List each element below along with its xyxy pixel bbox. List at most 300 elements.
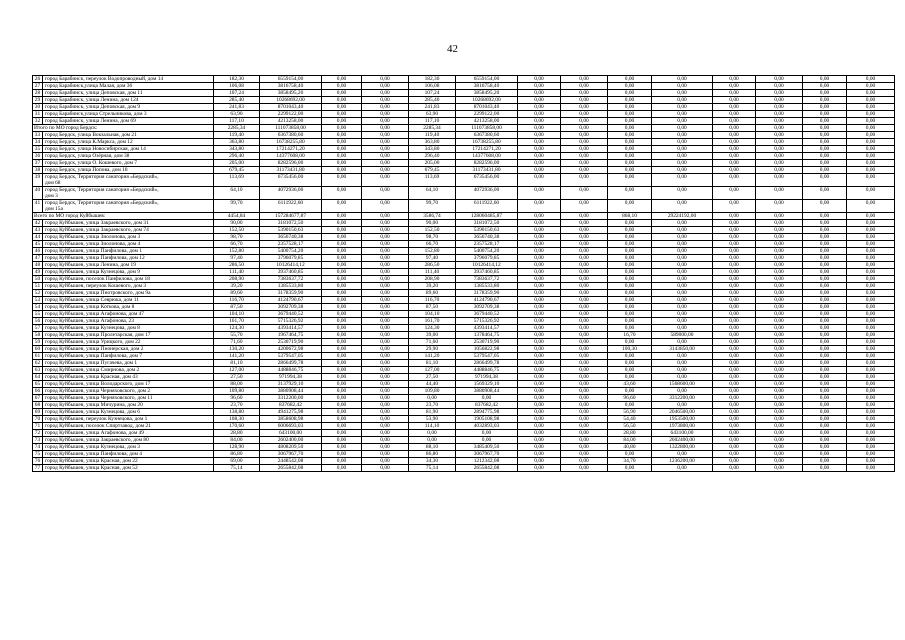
row-number-cell: 48 (33, 262, 43, 269)
value-cell: 4213258,00 (456, 118, 518, 125)
value-cell: 0,00 (847, 139, 895, 146)
row-number-cell: 45 (33, 241, 43, 248)
value-cell: 0,00 (803, 153, 847, 160)
value-cell: 71,60 (409, 339, 456, 346)
value-cell: 81,90 (409, 409, 456, 416)
value-cell: 0,00 (362, 174, 409, 187)
value-cell: 0,00 (322, 360, 362, 367)
value-cell: 0,00 (652, 297, 713, 304)
value-cell: 0,00 (608, 241, 652, 248)
value-cell: 0,00 (756, 395, 803, 402)
row-number-cell: 56 (33, 318, 43, 325)
value-cell: 63,90 (409, 111, 456, 118)
value-cell: 0,00 (362, 416, 409, 423)
value-cell: 0,00 (561, 111, 608, 118)
value-cell: 0,00 (803, 174, 847, 187)
value-cell: 3067967,70 (260, 451, 322, 458)
address-cell: город Куйбышев, улица Красная, дом 52 (43, 465, 214, 472)
value-cell: 0,00 (608, 304, 652, 311)
value-cell: 0,00 (803, 409, 847, 416)
value-cell: 0,00 (652, 367, 713, 374)
row-number-cell: 60 (33, 346, 43, 353)
value-cell: 286,50 (214, 262, 260, 269)
value-cell: 0,00 (561, 125, 608, 132)
value-cell: 0,00 (713, 213, 756, 220)
value-cell: 0,00 (803, 132, 847, 139)
value-cell: 54,40 (608, 416, 652, 423)
value-cell: 0,00 (561, 187, 608, 200)
value-cell: 0,00 (847, 430, 895, 437)
row-number-cell: 37 (33, 160, 43, 167)
value-cell: 0,00 (756, 213, 803, 220)
value-cell: 0,00 (652, 83, 713, 90)
value-cell: 679,45 (214, 167, 260, 174)
value-cell: 0,00 (561, 255, 608, 262)
value-cell: 0,00 (756, 360, 803, 367)
value-cell: 0,00 (362, 360, 409, 367)
value-cell: 0,00 (561, 234, 608, 241)
address-cell: город Куйбышев, улица Закраевского, дом 74 (43, 227, 214, 234)
table-row (33, 97, 895, 104)
value-cell: 868,10 (608, 213, 652, 220)
value-cell: 0,00 (652, 139, 713, 146)
row-number-cell: 57 (33, 325, 43, 332)
value-cell: 0,00 (803, 220, 847, 227)
value-cell: 0,00 (756, 255, 803, 262)
value-cell: 0,00 (518, 111, 561, 118)
value-cell: 56,90 (608, 409, 652, 416)
value-cell: 4032893,03 (456, 423, 518, 430)
value-cell: 0,00 (322, 318, 362, 325)
value-cell: 0,00 (518, 269, 561, 276)
table-row (33, 332, 895, 339)
value-cell: 0,00 (756, 381, 803, 388)
value-cell: 0,00 (608, 104, 652, 111)
value-cell: 4808209,50 (260, 444, 322, 451)
value-cell: 56,50 (608, 423, 652, 430)
address-line-2: дом 15а (45, 206, 63, 212)
value-cell: 0,00 (561, 451, 608, 458)
value-cell: 0,00 (322, 167, 362, 174)
value-cell: 0,00 (608, 132, 652, 139)
value-cell: 0,00 (652, 318, 713, 325)
value-cell: 0,00 (561, 423, 608, 430)
value-cell: 0,00 (803, 76, 847, 83)
table-row (33, 187, 895, 200)
row-number-cell: 63 (33, 367, 43, 374)
value-cell: 0,00 (803, 262, 847, 269)
value-cell: 0,00 (608, 297, 652, 304)
address-cell: город Куйбышев, улица Мичурина, дом 20 (43, 402, 214, 409)
value-cell: 0,00 (803, 118, 847, 125)
table-row (33, 318, 895, 325)
value-cell: 0,00 (518, 90, 561, 97)
value-cell: 837682,42 (456, 402, 518, 409)
value-cell: 3178359,90 (260, 290, 322, 297)
value-cell: 0,00 (362, 125, 409, 132)
total-row (33, 125, 895, 132)
table-row (33, 290, 895, 297)
value-cell: 0,00 (652, 248, 713, 255)
value-cell: 3858608,98 (260, 416, 322, 423)
address-cell: город Барабинск, переулок Водопроводный, дом 14 (43, 76, 214, 83)
value-cell: 0,00 (362, 213, 409, 220)
value-cell: 104,10 (409, 311, 456, 318)
address-cell: город Куйбышев, улица Пнотровского, дом 9а (43, 290, 214, 297)
value-cell: 6006693,03 (260, 423, 322, 430)
value-cell: 99,70 (409, 200, 456, 213)
value-cell: 5715326,92 (456, 318, 518, 325)
value-cell: 0,00 (561, 227, 608, 234)
value-cell: 182,30 (214, 76, 260, 83)
value-cell: 34,70 (608, 458, 652, 465)
value-cell: 0,00 (518, 332, 561, 339)
address-cell: город Куйбышев, улица Агафонова, дом 49 (43, 430, 214, 437)
value-cell: 0,00 (561, 241, 608, 248)
value-cell: 0,00 (803, 146, 847, 153)
value-cell: 90,00 (409, 220, 456, 227)
value-cell: 0,00 (713, 234, 756, 241)
value-cell: 6559154,00 (456, 76, 518, 83)
value-cell: 4393414,57 (260, 325, 322, 332)
value-cell: 0,00 (322, 160, 362, 167)
value-cell: 0,00 (561, 146, 608, 153)
value-cell: 0,00 (803, 97, 847, 104)
value-cell: 0,00 (756, 325, 803, 332)
value-cell: 161,70 (214, 318, 260, 325)
row-number-cell: 64 (33, 374, 43, 381)
value-cell: 0,00 (803, 332, 847, 339)
value-cell: 0,00 (608, 325, 652, 332)
value-cell: 0,00 (756, 118, 803, 125)
value-cell: 0,00 (756, 304, 803, 311)
value-cell: 0,00 (756, 451, 803, 458)
value-cell: 119,40 (409, 132, 456, 139)
value-cell: 0,00 (803, 139, 847, 146)
value-cell: 124,30 (409, 325, 456, 332)
value-cell: 0,00 (518, 374, 561, 381)
value-cell: 2285,34 (214, 125, 260, 132)
table-row (33, 465, 895, 472)
value-cell: 285,40 (214, 97, 260, 104)
value-cell: 89,60 (214, 290, 260, 297)
row-number-cell: 36 (33, 153, 43, 160)
value-cell: 0,00 (756, 458, 803, 465)
value-cell: 0,00 (322, 174, 362, 187)
value-cell: 0,00 (322, 90, 362, 97)
value-cell: 0,00 (518, 187, 561, 200)
value-cell: 53,90 (409, 416, 456, 423)
value-cell: 0,00 (847, 423, 895, 430)
value-cell: 0,00 (756, 132, 803, 139)
value-cell: 0,00 (713, 76, 756, 83)
value-cell: 0,00 (322, 409, 362, 416)
value-cell: 0,00 (608, 283, 652, 290)
value-cell: 1905108,98 (456, 416, 518, 423)
value-cell: 0,00 (803, 187, 847, 200)
value-cell: 14377608,00 (260, 153, 322, 160)
value-cell: 0,00 (713, 388, 756, 395)
value-cell: 0,00 (847, 311, 895, 318)
value-cell: 0,00 (847, 346, 895, 353)
value-cell: 0,00 (362, 325, 409, 332)
value-cell: 0,00 (608, 234, 652, 241)
value-cell: 0,00 (362, 437, 409, 444)
value-cell: 0,00 (713, 174, 756, 187)
value-cell: 113,69 (214, 174, 260, 187)
value-cell: 0,00 (322, 465, 362, 472)
value-cell: 0,00 (518, 318, 561, 325)
value-cell: 0,00 (561, 437, 608, 444)
value-cell: 3656740,38 (260, 234, 322, 241)
value-cell: 0,00 (561, 381, 608, 388)
value-cell: 23,70 (409, 402, 456, 409)
value-cell: 0,00 (652, 465, 713, 472)
address-cell: город Куйбышев, улица Черняховского, дом 2 (43, 388, 214, 395)
value-cell: 0,00 (561, 325, 608, 332)
address-cell: город Куйбышев, улица Закраевского, дом 80 (43, 437, 214, 444)
table-row (33, 374, 895, 381)
value-cell: 0,00 (713, 125, 756, 132)
value-cell: 0,00 (561, 262, 608, 269)
value-cell: 0,00 (652, 160, 713, 167)
value-cell: 96,60 (214, 395, 260, 402)
value-cell: 0,00 (518, 458, 561, 465)
value-cell: 0,00 (409, 395, 456, 402)
value-cell: 0,00 (756, 339, 803, 346)
value-cell: 0,00 (362, 132, 409, 139)
value-cell: 0,00 (608, 139, 652, 146)
value-cell: 116,70 (214, 297, 260, 304)
address-cell: город Куйбышев, улица Панфилова, дом 4 (43, 451, 214, 458)
address-cell: город Барабинск,улица Малая, дом 36 (43, 83, 214, 90)
address-cell: город Куйбышев, улица Кузнецова, дом 8 (43, 325, 214, 332)
value-cell: 0,00 (518, 118, 561, 125)
table-row (33, 104, 895, 111)
value-cell: 0,00 (561, 332, 608, 339)
value-cell: 0,00 (756, 139, 803, 146)
value-cell: 0,00 (847, 458, 895, 465)
value-cell: 0,00 (847, 381, 895, 388)
address-cell: город Барабинск, улица Ленина, дом 124 (43, 97, 214, 104)
value-cell: 0,00 (803, 125, 847, 132)
value-cell: 0,00 (803, 290, 847, 297)
value-cell: 0,00 (652, 451, 713, 458)
value-cell: 0,00 (561, 409, 608, 416)
value-cell: 0,00 (803, 304, 847, 311)
value-cell: 0,00 (756, 234, 803, 241)
value-cell: 0,00 (713, 402, 756, 409)
address-cell: город Куйбышев, улица Севрюка, дом 11 (43, 297, 214, 304)
value-cell: 0,00 (713, 146, 756, 153)
value-cell: 0,00 (518, 160, 561, 167)
address-cell: город Куйбышев, улица Красная, дом 43 (43, 374, 214, 381)
value-cell: 0,00 (847, 451, 895, 458)
value-cell: 106,08 (409, 83, 456, 90)
value-cell: 39,00 (409, 332, 456, 339)
value-cell: 0,00 (518, 297, 561, 304)
value-cell: 2866499,78 (260, 360, 322, 367)
value-cell: 0,00 (518, 153, 561, 160)
table-row (33, 241, 895, 248)
row-number-cell: 49 (33, 269, 43, 276)
value-cell: 3656740,38 (456, 234, 518, 241)
value-cell: 0,00 (322, 234, 362, 241)
row-number-cell: 69 (33, 409, 43, 416)
value-cell: 4941275,98 (260, 409, 322, 416)
value-cell: 0,00 (561, 220, 608, 227)
value-cell: 0,00 (322, 146, 362, 153)
value-cell: 3312200,00 (652, 395, 713, 402)
value-cell: 0,00 (756, 187, 803, 200)
value-cell: 0,00 (652, 118, 713, 125)
value-cell: 0,00 (713, 318, 756, 325)
value-cell: 0,00 (652, 153, 713, 160)
value-cell: 0,00 (322, 416, 362, 423)
value-cell: 111073858,00 (456, 125, 518, 132)
value-cell: 0,00 (608, 200, 652, 213)
value-cell: 0,00 (803, 395, 847, 402)
value-cell: 0,00 (322, 83, 362, 90)
table-row (33, 437, 895, 444)
value-cell: 98,70 (214, 234, 260, 241)
row-number-cell: 51 (33, 283, 43, 290)
value-cell: 0,00 (652, 388, 713, 395)
value-cell: 208,90 (409, 276, 456, 283)
value-cell: 0,00 (518, 465, 561, 472)
value-cell: 0,00 (652, 187, 713, 200)
value-cell: 2530719,90 (260, 339, 322, 346)
value-cell: 0,00 (322, 423, 362, 430)
value-cell: 0,00 (322, 104, 362, 111)
value-cell: 0,00 (518, 290, 561, 297)
value-cell: 0,00 (322, 111, 362, 118)
row-number-cell: 46 (33, 248, 43, 255)
value-cell: 0,00 (608, 153, 652, 160)
value-cell: 0,00 (362, 241, 409, 248)
table-row (33, 227, 895, 234)
value-cell: 10126414,12 (456, 262, 518, 269)
value-cell: 0,00 (847, 409, 895, 416)
value-cell: 0,00 (561, 458, 608, 465)
value-cell: 0,00 (362, 227, 409, 234)
value-cell: 0,00 (322, 297, 362, 304)
value-cell: 0,00 (847, 395, 895, 402)
value-cell: 0,00 (847, 227, 895, 234)
value-cell: 2894775,98 (456, 409, 518, 416)
table-row (33, 416, 895, 423)
value-cell: 0,00 (362, 153, 409, 160)
value-cell: 0,00 (713, 132, 756, 139)
value-cell: 1212342,08 (456, 458, 518, 465)
value-cell: 0,00 (518, 444, 561, 451)
value-cell: 0,00 (322, 290, 362, 297)
value-cell: 0,00 (561, 167, 608, 174)
value-cell: 0,00 (518, 276, 561, 283)
value-cell: 90,00 (214, 220, 260, 227)
address-cell: город Барабинск,улица Стрельникова, дом 3 (43, 111, 214, 118)
value-cell: 0,00 (322, 339, 362, 346)
value-cell: 0,00 (756, 146, 803, 153)
value-cell: 0,00 (756, 423, 803, 430)
value-cell: 0,00 (847, 248, 895, 255)
table-row (33, 451, 895, 458)
value-cell: 643100,00 (652, 430, 713, 437)
value-cell: 0,00 (652, 97, 713, 104)
address-cell: город Куйбышев, улица Кузнецова, дом 3 (43, 444, 214, 451)
value-cell: 0,00 (608, 276, 652, 283)
value-cell: 64,10 (214, 187, 260, 200)
value-cell: 0,00 (561, 395, 608, 402)
table-row (33, 346, 895, 353)
value-cell: 3937460,85 (260, 269, 322, 276)
table-row (33, 200, 895, 213)
value-cell: 111,40 (214, 269, 260, 276)
value-cell: 3181072,50 (260, 220, 322, 227)
value-cell: 0,00 (713, 160, 756, 167)
value-cell: 0,00 (561, 430, 608, 437)
value-cell: 0,00 (652, 402, 713, 409)
address-cell: город Барабинск, улица Деповская, дом 11 (43, 90, 214, 97)
row-number-cell: 55 (33, 311, 43, 318)
value-cell: 0,00 (847, 146, 895, 153)
value-cell: 0,00 (803, 297, 847, 304)
value-cell: 84,00 (214, 437, 260, 444)
row-number-cell: 68 (33, 402, 43, 409)
table-row (33, 111, 895, 118)
value-cell: 0,00 (608, 290, 652, 297)
value-cell: 0,00 (847, 213, 895, 220)
value-cell: 0,00 (608, 269, 652, 276)
value-cell: 241,83 (409, 104, 456, 111)
table-row (33, 132, 895, 139)
value-cell: 0,00 (362, 451, 409, 458)
value-cell: 0,00 (803, 255, 847, 262)
address-line-2: дом 68 (45, 180, 61, 186)
value-cell: 0,00 (756, 227, 803, 234)
value-cell: 0,00 (561, 388, 608, 395)
value-cell: 0,00 (847, 255, 895, 262)
value-cell: 0,00 (561, 290, 608, 297)
value-cell: 0,00 (756, 367, 803, 374)
value-cell: 0,00 (322, 325, 362, 332)
table-row (33, 283, 895, 290)
value-cell: 0,00 (756, 318, 803, 325)
value-cell: 0,00 (652, 167, 713, 174)
address-cell: город Куйбышев, улица Коткова, дом 8 (43, 304, 214, 311)
address-line-1: город Бердск, Территория санатория «Бердский», (45, 200, 159, 206)
value-cell: 0,00 (362, 353, 409, 360)
value-cell: 0,00 (847, 118, 895, 125)
value-cell: 0,00 (756, 125, 803, 132)
value-cell: 0,00 (713, 360, 756, 367)
value-cell: 3858495,20 (456, 90, 518, 97)
value-cell: 3137929,10 (260, 381, 322, 388)
value-cell: 0,00 (803, 248, 847, 255)
value-cell: 0,00 (756, 283, 803, 290)
address-cell: город Куйбышев, улица Агафонова, 23 (43, 318, 214, 325)
value-cell: 0,00 (322, 437, 362, 444)
value-cell: 8282596,00 (456, 160, 518, 167)
value-cell: 0,00 (756, 241, 803, 248)
address-cell: город Куйбышев, поселок Спиртзавод, дом 21 (43, 423, 214, 430)
value-cell: 0,00 (322, 262, 362, 269)
value-cell: 0,00 (847, 402, 895, 409)
value-cell: 0,00 (847, 220, 895, 227)
address-cell: город Куйбышев, улица Пролетарская, дом 17 (43, 332, 214, 339)
value-cell: 0,00 (322, 311, 362, 318)
value-cell: 0,00 (518, 451, 561, 458)
